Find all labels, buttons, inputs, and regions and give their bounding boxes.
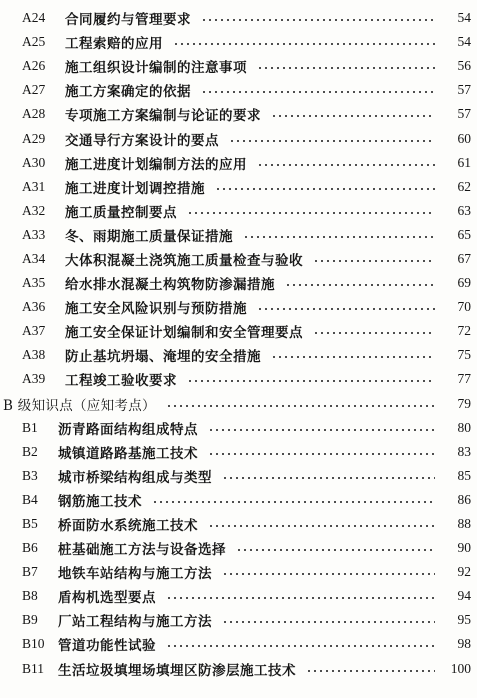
leader-dots <box>187 212 435 214</box>
entry-title: 工程索赔的应用 <box>65 36 163 53</box>
entry-code: A31 <box>22 178 46 194</box>
entry-code: A35 <box>22 275 46 291</box>
toc-entry[interactable] <box>0 247 477 271</box>
entry-code: A25 <box>22 34 46 50</box>
entry-title: 专项施工方案编制与论证的要求 <box>65 108 261 125</box>
entry-title: 施工方案确定的依据 <box>65 84 191 101</box>
toc-entry[interactable] <box>0 30 477 54</box>
entry-title: 管道功能性试验 <box>58 638 156 655</box>
entry-page-number: 57 <box>457 106 471 122</box>
entry-title: 合同履约与管理要求 <box>65 12 191 29</box>
entry-page-number: 70 <box>457 299 471 315</box>
entry-code: B3 <box>22 467 38 483</box>
toc-entry[interactable] <box>0 464 477 488</box>
entry-page-number: 80 <box>457 419 471 435</box>
entry-title: 城镇道路路基施工技术 <box>58 445 198 462</box>
entry-title: 施工安全保证计划编制和安全管理要点 <box>65 325 303 342</box>
entry-code: B2 <box>22 443 38 459</box>
leader-dots <box>208 429 435 431</box>
entry-page-number: 75 <box>457 347 471 363</box>
entry-code: B9 <box>22 612 38 628</box>
toc-entry[interactable] <box>0 102 477 126</box>
entry-code: A29 <box>22 130 46 146</box>
entry-code: B8 <box>22 588 38 604</box>
entry-title: 施工安全风险识别与预防措施 <box>65 301 247 318</box>
entry-code: A24 <box>22 10 46 26</box>
leader-dots <box>208 525 435 527</box>
entry-title: 厂站工程结构与施工方法 <box>58 614 212 631</box>
entry-page-number: 100 <box>450 660 471 676</box>
toc-entry[interactable] <box>0 271 477 295</box>
entry-code: B5 <box>22 516 38 532</box>
toc-entry[interactable] <box>0 657 477 681</box>
toc-entry[interactable] <box>0 416 477 440</box>
entry-title: 盾构机选型要点 <box>58 590 156 607</box>
toc-entry[interactable] <box>0 560 477 584</box>
leader-dots <box>236 549 435 551</box>
table-of-contents <box>0 6 477 681</box>
entry-page-number: 54 <box>457 34 471 50</box>
entry-page-number: 62 <box>457 178 471 194</box>
entry-code: A30 <box>22 154 46 170</box>
toc-entry[interactable] <box>0 175 477 199</box>
entry-page-number: 92 <box>457 564 471 580</box>
toc-entry[interactable] <box>0 584 477 608</box>
entry-code: B4 <box>22 491 38 507</box>
entry-code: A38 <box>22 347 46 363</box>
leader-dots <box>285 284 435 286</box>
entry-title: 交通导行方案设计的要点 <box>65 132 219 149</box>
entry-title: 给水排水混凝土构筑物防渗漏措施 <box>65 277 275 294</box>
entry-page-number: 98 <box>457 636 471 652</box>
entry-page-number: 57 <box>457 82 471 98</box>
entry-title: 施工组织设计编制的注意事项 <box>65 60 247 77</box>
entry-code: B6 <box>22 540 38 556</box>
entry-page-number: 60 <box>457 130 471 146</box>
section-page-number: 79 <box>457 395 471 411</box>
toc-entry[interactable] <box>0 295 477 319</box>
leader-dots <box>257 67 435 69</box>
leader-dots <box>313 260 435 262</box>
entry-page-number: 72 <box>457 323 471 339</box>
leader-dots <box>222 477 435 479</box>
entry-page-number: 65 <box>457 226 471 242</box>
leader-dots <box>166 645 435 647</box>
leader-dots <box>166 405 435 407</box>
leader-dots <box>201 91 435 93</box>
entry-page-number: 95 <box>457 612 471 628</box>
toc-entry[interactable] <box>0 440 477 464</box>
leader-dots <box>208 453 435 455</box>
leader-dots <box>243 236 435 238</box>
toc-entry[interactable] <box>0 608 477 632</box>
entry-title: 防止基坑坍塌、淹埋的安全措施 <box>65 349 261 366</box>
entry-title: 沥青路面结构组成特点 <box>58 421 198 438</box>
toc-entry[interactable] <box>0 319 477 343</box>
leader-dots <box>152 501 435 503</box>
entry-title: 冬、雨期施工质量保证措施 <box>65 228 233 245</box>
entry-title: 地铁车站结构与施工方法 <box>58 566 212 583</box>
entry-code: A33 <box>22 226 46 242</box>
toc-entry[interactable] <box>0 512 477 536</box>
entry-code: A34 <box>22 250 46 266</box>
leader-dots <box>257 164 435 166</box>
leader-dots <box>222 573 435 575</box>
entry-code: A32 <box>22 202 46 218</box>
toc-entry[interactable] <box>0 632 477 656</box>
entry-title: 桥面防水系统施工技术 <box>58 518 198 535</box>
leader-dots <box>201 19 435 21</box>
section-heading: B 级知识点（应知考点） <box>3 397 156 414</box>
toc-entry[interactable] <box>0 488 477 512</box>
entry-code: A26 <box>22 58 46 74</box>
leader-dots <box>271 356 435 358</box>
entry-title: 生活垃圾填埋场填埋区防渗层施工技术 <box>58 662 296 679</box>
entry-code: A37 <box>22 323 46 339</box>
entry-code: A36 <box>22 299 46 315</box>
toc-entry[interactable] <box>0 151 477 175</box>
entry-page-number: 88 <box>457 516 471 532</box>
entry-title: 施工质量控制要点 <box>65 204 177 221</box>
leader-dots <box>222 621 435 623</box>
leader-dots <box>215 188 435 190</box>
entry-page-number: 86 <box>457 491 471 507</box>
entry-code: B1 <box>22 419 38 435</box>
entry-page-number: 83 <box>457 443 471 459</box>
section-b-heading-row[interactable] <box>0 392 477 416</box>
entry-title: 大体积混凝土浇筑施工质量检查与验收 <box>65 252 303 269</box>
leader-dots <box>313 332 435 334</box>
entry-title: 桩基础施工方法与设备选择 <box>58 542 226 559</box>
toc-entry[interactable] <box>0 367 477 391</box>
entry-page-number: 77 <box>457 371 471 387</box>
leader-dots <box>306 670 435 672</box>
toc-entry[interactable] <box>0 78 477 102</box>
toc-entry[interactable] <box>0 199 477 223</box>
entry-page-number: 56 <box>457 58 471 74</box>
entry-page-number: 94 <box>457 588 471 604</box>
entry-page-number: 67 <box>457 250 471 266</box>
toc-entry[interactable] <box>0 126 477 150</box>
entry-title: 钢筋施工技术 <box>58 493 142 510</box>
toc-entry[interactable] <box>0 6 477 30</box>
entry-title: 工程竣工验收要求 <box>65 373 177 390</box>
entry-code: A27 <box>22 82 46 98</box>
entry-page-number: 69 <box>457 275 471 291</box>
entry-page-number: 54 <box>457 10 471 26</box>
toc-entry[interactable] <box>0 343 477 367</box>
leader-dots <box>257 308 435 310</box>
leader-dots <box>229 140 435 142</box>
leader-dots <box>271 115 435 117</box>
entry-title: 施工进度计划编制方法的应用 <box>65 156 247 173</box>
entry-page-number: 61 <box>457 154 471 170</box>
toc-entry[interactable] <box>0 54 477 78</box>
entry-page-number: 90 <box>457 540 471 556</box>
entry-code: B7 <box>22 564 38 580</box>
leader-dots <box>173 43 435 45</box>
entry-title: 施工进度计划调控措施 <box>65 180 205 197</box>
entry-code: A28 <box>22 106 46 122</box>
leader-dots <box>187 380 435 382</box>
entry-page-number: 63 <box>457 202 471 218</box>
toc-entry[interactable] <box>0 223 477 247</box>
entry-code: A39 <box>22 371 46 387</box>
toc-entry[interactable] <box>0 536 477 560</box>
entry-code: B10 <box>22 636 45 652</box>
entry-code: B11 <box>22 660 45 676</box>
entry-title: 城市桥梁结构组成与类型 <box>58 469 212 486</box>
entry-page-number: 85 <box>457 467 471 483</box>
leader-dots <box>166 597 435 599</box>
